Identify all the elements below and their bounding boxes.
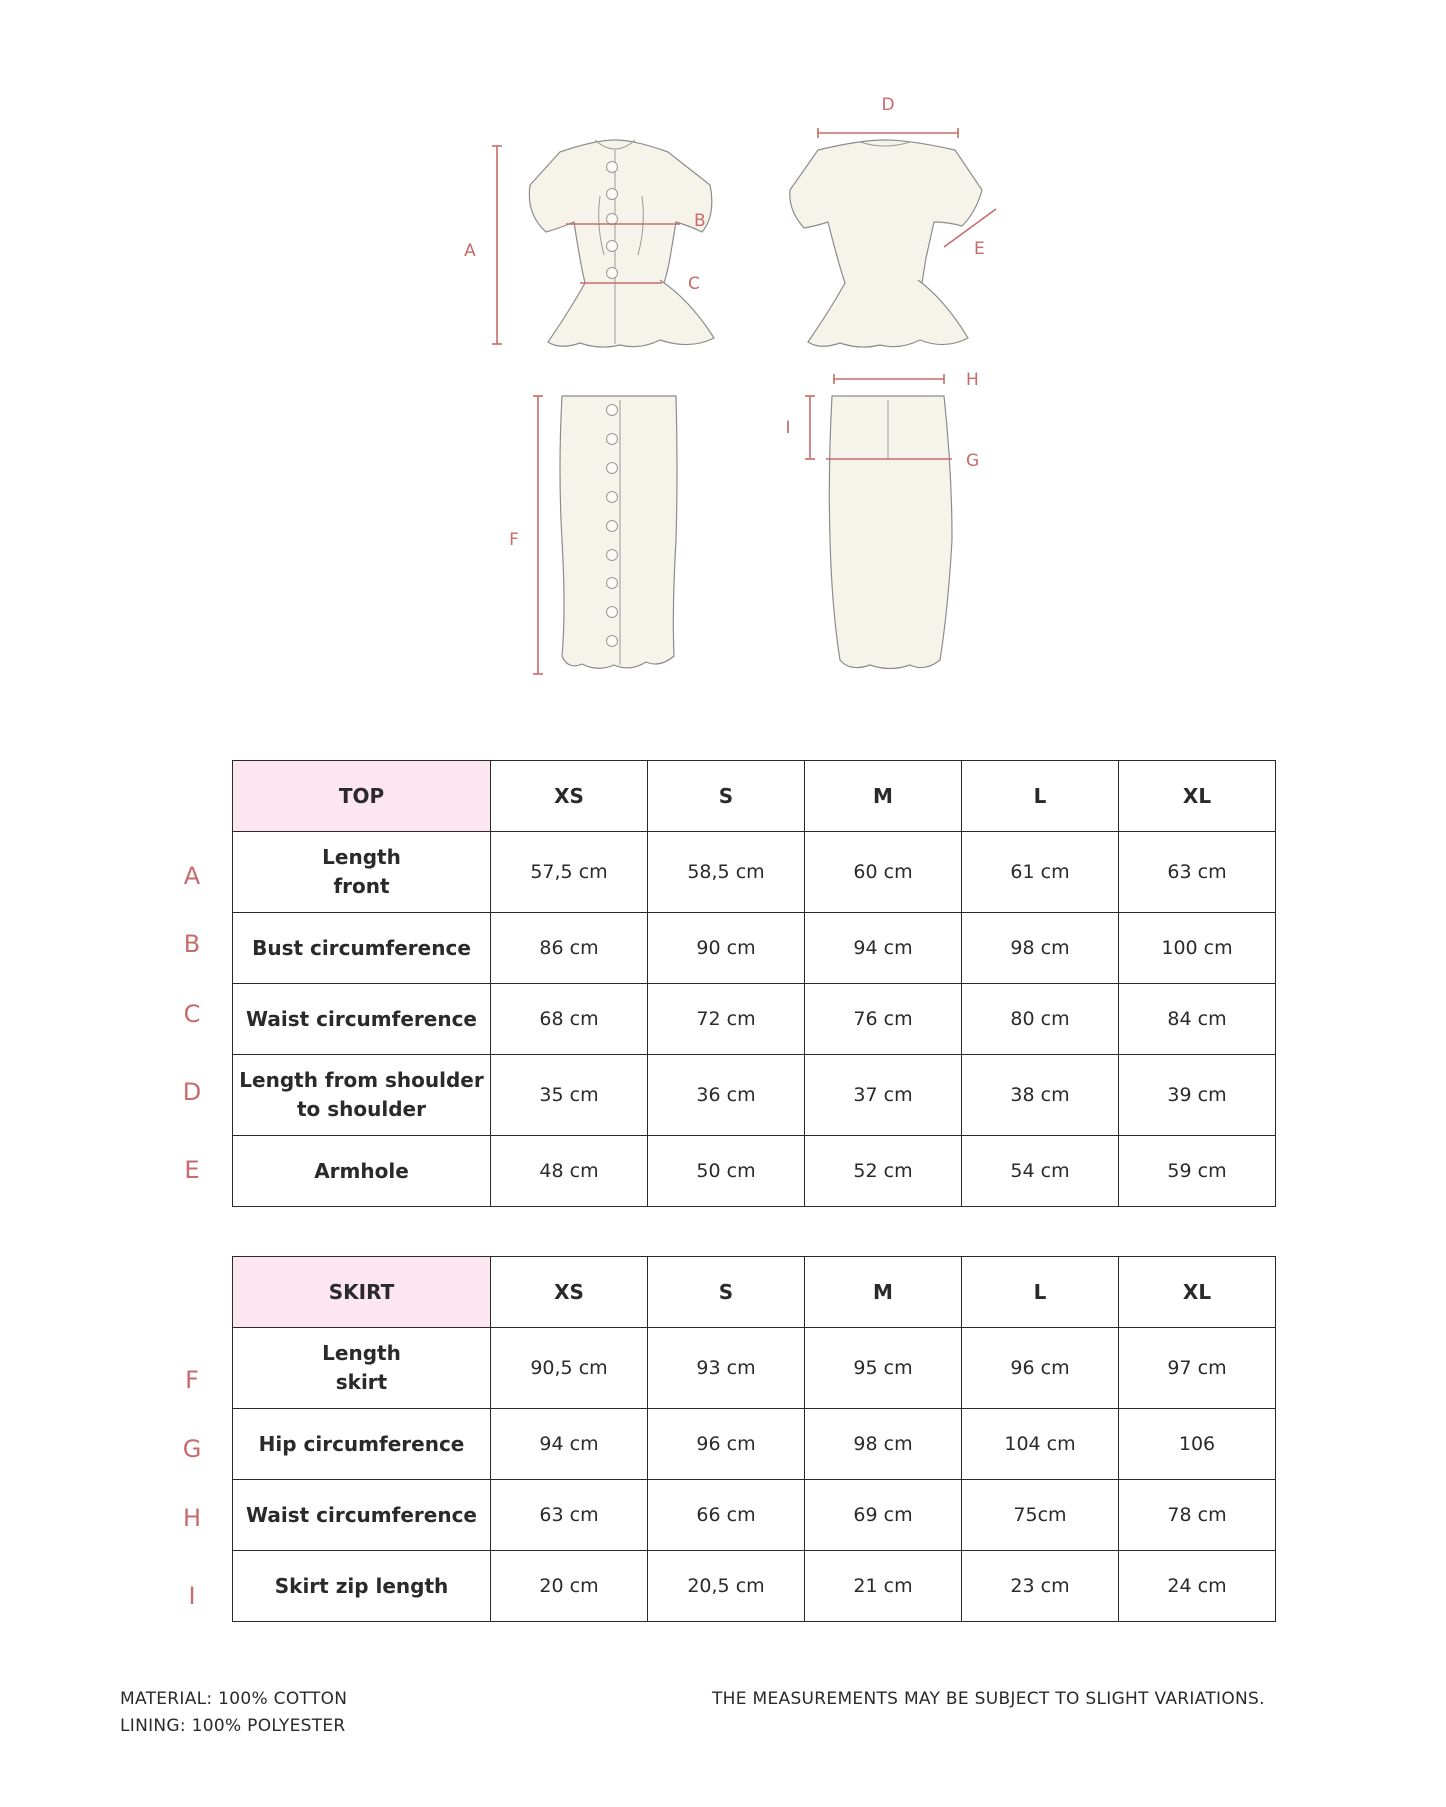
value-cell: 94 cm	[805, 913, 962, 984]
row-letter-d: D	[182, 1078, 202, 1106]
material-note: MATERIAL: 100% COTTON	[120, 1689, 348, 1709]
row-letter-c: C	[183, 1000, 201, 1028]
measure-d	[818, 95, 958, 138]
value-cell: 21 cm	[805, 1551, 962, 1622]
value-cell: 69 cm	[805, 1480, 962, 1551]
value-cell: 23 cm	[962, 1551, 1119, 1622]
row-name-waist: Waist circumference	[233, 984, 491, 1055]
row-letter-e: E	[184, 1156, 200, 1184]
value-cell: 20,5 cm	[648, 1551, 805, 1622]
table-row	[233, 913, 1276, 984]
top-size-table	[232, 760, 1276, 1207]
value-cell: 76 cm	[805, 984, 962, 1055]
row-letter-b: B	[183, 930, 201, 958]
row-name-armhole: Armhole	[233, 1136, 491, 1207]
value-cell: 58,5 cm	[648, 832, 805, 913]
value-cell: 20 cm	[491, 1551, 648, 1622]
value-cell: 36 cm	[648, 1055, 805, 1136]
table-row	[233, 1136, 1276, 1207]
top-header-cell: TOP	[233, 761, 491, 832]
value-cell: 78 cm	[1119, 1480, 1276, 1551]
row-name-zip: Skirt zip length	[233, 1551, 491, 1622]
table-row	[233, 832, 1276, 913]
measure-a	[464, 146, 502, 344]
lining-note: LINING: 100% POLYESTER	[120, 1716, 346, 1736]
size-header-s: S	[648, 1257, 805, 1328]
row-name-shoulder: Length from shoulder to shoulder	[233, 1055, 491, 1136]
skirt-front-drawing	[560, 396, 677, 668]
skirt-header-cell: SKIRT	[233, 1257, 491, 1328]
value-cell: 59 cm	[1119, 1136, 1276, 1207]
value-cell: 96 cm	[962, 1328, 1119, 1409]
row-letter-h: H	[182, 1504, 202, 1532]
row-name-bust: Bust circumference	[233, 913, 491, 984]
label-d: D	[881, 95, 895, 115]
value-cell: 97 cm	[1119, 1328, 1276, 1409]
value-cell: 93 cm	[648, 1328, 805, 1409]
measure-f	[509, 396, 543, 674]
row-letter-i: I	[188, 1582, 196, 1610]
value-cell: 90 cm	[648, 913, 805, 984]
top-front-drawing	[529, 140, 714, 347]
label-i: I	[785, 418, 791, 438]
value-cell: 80 cm	[962, 984, 1119, 1055]
value-cell: 57,5 cm	[491, 832, 648, 913]
value-cell: 68 cm	[491, 984, 648, 1055]
table-header-row	[233, 1257, 1276, 1328]
value-cell: 75cm	[962, 1480, 1119, 1551]
variation-note: THE MEASUREMENTS MAY BE SUBJECT TO SLIGHT VARIATIONS.	[712, 1689, 1265, 1709]
row-name-length-skirt: Length skirt	[233, 1328, 491, 1409]
value-cell: 37 cm	[805, 1055, 962, 1136]
label-f: F	[509, 530, 519, 550]
value-cell: 94 cm	[491, 1409, 648, 1480]
size-header-xl: XL	[1119, 1257, 1276, 1328]
table-row	[233, 1055, 1276, 1136]
value-cell: 24 cm	[1119, 1551, 1276, 1622]
size-header-xs: XS	[491, 761, 648, 832]
row-name-hip: Hip circumference	[233, 1409, 491, 1480]
size-header-l: L	[962, 761, 1119, 832]
skirt-back-drawing	[829, 396, 952, 669]
label-c: C	[688, 274, 700, 294]
row-name-length-front: Length front	[233, 832, 491, 913]
value-cell: 35 cm	[491, 1055, 648, 1136]
table-header-row	[233, 761, 1276, 832]
value-cell: 95 cm	[805, 1328, 962, 1409]
value-cell: 48 cm	[491, 1136, 648, 1207]
label-b: B	[694, 211, 706, 231]
value-cell: 38 cm	[962, 1055, 1119, 1136]
size-header-l: L	[962, 1257, 1119, 1328]
value-cell: 52 cm	[805, 1136, 962, 1207]
value-cell: 72 cm	[648, 984, 805, 1055]
top-back-drawing	[790, 140, 982, 347]
row-letter-g: G	[182, 1435, 202, 1463]
value-cell: 54 cm	[962, 1136, 1119, 1207]
value-cell: 86 cm	[491, 913, 648, 984]
label-e: E	[974, 239, 985, 259]
size-header-m: M	[805, 1257, 962, 1328]
value-cell: 63 cm	[491, 1480, 648, 1551]
value-cell: 39 cm	[1119, 1055, 1276, 1136]
value-cell: 104 cm	[962, 1409, 1119, 1480]
value-cell: 84 cm	[1119, 984, 1276, 1055]
size-header-xs: XS	[491, 1257, 648, 1328]
value-cell: 98 cm	[962, 913, 1119, 984]
label-a: A	[464, 241, 476, 261]
value-cell: 90,5 cm	[491, 1328, 648, 1409]
value-cell: 100 cm	[1119, 913, 1276, 984]
measure-h	[834, 370, 979, 390]
value-cell: 66 cm	[648, 1480, 805, 1551]
row-letter-a: A	[183, 862, 201, 890]
label-g: G	[966, 451, 980, 471]
size-header-xl: XL	[1119, 761, 1276, 832]
size-header-s: S	[648, 761, 805, 832]
value-cell: 96 cm	[648, 1409, 805, 1480]
skirt-size-table	[232, 1256, 1276, 1622]
row-letter-f: F	[185, 1366, 199, 1394]
value-cell: 106	[1119, 1409, 1276, 1480]
value-cell: 60 cm	[805, 832, 962, 913]
table-row	[233, 984, 1276, 1055]
value-cell: 63 cm	[1119, 832, 1276, 913]
label-h: H	[966, 370, 979, 390]
measure-i	[785, 396, 815, 459]
table-row	[233, 1480, 1276, 1551]
table-row	[233, 1328, 1276, 1409]
table-row	[233, 1551, 1276, 1622]
row-name-skirt-waist: Waist circumference	[233, 1480, 491, 1551]
size-header-m: M	[805, 761, 962, 832]
value-cell: 50 cm	[648, 1136, 805, 1207]
value-cell: 98 cm	[805, 1409, 962, 1480]
garment-sketch	[0, 0, 1446, 700]
table-row	[233, 1409, 1276, 1480]
value-cell: 61 cm	[962, 832, 1119, 913]
